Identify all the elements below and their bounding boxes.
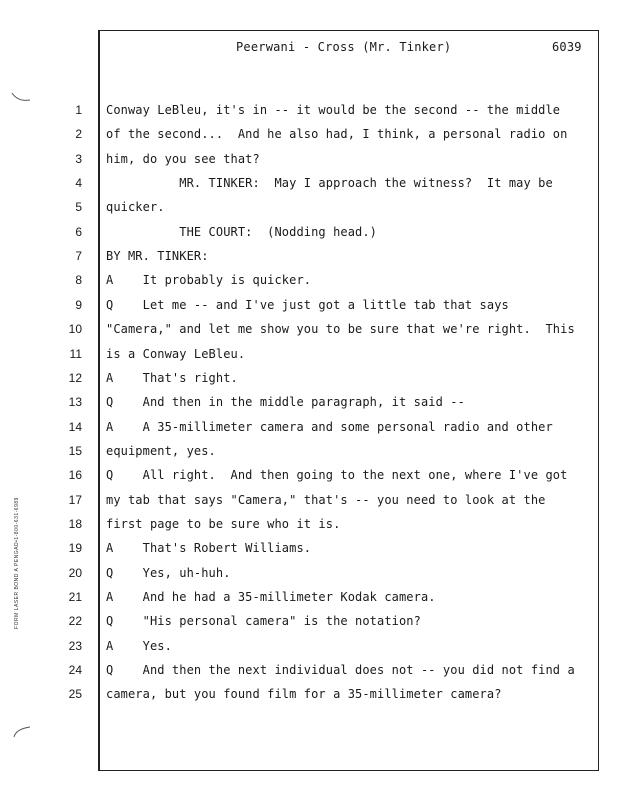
transcript-line: Q Let me -- and I've just got a little tab that says <box>106 298 509 312</box>
line-number: 25 <box>68 687 82 701</box>
line-number: 3 <box>75 152 82 166</box>
transcript-line: him, do you see that? <box>106 152 260 166</box>
line-number: 10 <box>68 322 82 336</box>
line-number: 14 <box>68 420 82 434</box>
left-margin-rule <box>98 30 100 771</box>
punch-mark-icon <box>10 90 32 104</box>
line-number: 22 <box>68 614 82 628</box>
line-number: 9 <box>75 298 82 312</box>
line-number: 20 <box>68 566 82 580</box>
transcript-line: equipment, yes. <box>106 444 216 458</box>
page-title: Peerwani - Cross (Mr. Tinker) <box>236 40 452 54</box>
transcript-line: first page to be sure who it is. <box>106 517 341 531</box>
line-number: 13 <box>68 395 82 409</box>
transcript-line: A And he had a 35-millimeter Kodak camera. <box>106 590 436 604</box>
transcript-line: Q And then the next individual does not -- you did not find a <box>106 663 575 677</box>
transcript-line: MR. TINKER: May I approach the witness? It may be <box>106 176 553 190</box>
transcript-line: of the second... And he also had, I think, a personal radio on <box>106 127 568 141</box>
line-number: 1 <box>75 103 82 117</box>
transcript-line: quicker. <box>106 200 165 214</box>
transcript-line: THE COURT: (Nodding head.) <box>106 225 378 239</box>
line-number: 18 <box>68 517 82 531</box>
transcript-line: Q "His personal camera" is the notation? <box>106 614 421 628</box>
transcript-line: BY MR. TINKER: <box>106 249 209 263</box>
transcript-line: Conway LeBleu, it's in -- it would be the second -- the middle <box>106 103 561 117</box>
form-vendor-note: FORM LASER BOND A PENGAD•1-800-631-6989 <box>14 497 20 629</box>
line-number: 7 <box>75 249 82 263</box>
transcript-line: "Camera," and let me show you to be sure that we're right. This <box>106 322 575 336</box>
transcript-line: camera, but you found film for a 35-millimeter camera? <box>106 687 502 701</box>
transcript-line: Q Yes, uh-huh. <box>106 566 231 580</box>
transcript-line: Q And then in the middle paragraph, it said -- <box>106 395 465 409</box>
line-number: 11 <box>69 347 82 361</box>
line-number: 24 <box>68 663 82 677</box>
transcript-line: A That's right. <box>106 371 238 385</box>
transcript-line: my tab that says "Camera," that's -- you need to look at the <box>106 493 546 507</box>
line-number: 16 <box>68 468 82 482</box>
transcript-line: A It probably is quicker. <box>106 273 312 287</box>
line-number: 17 <box>68 493 82 507</box>
transcript-line: is a Conway LeBleu. <box>106 347 246 361</box>
transcript-line: A A 35-millimeter camera and some personal radio and other <box>106 420 553 434</box>
line-number: 8 <box>75 273 82 287</box>
line-number: 2 <box>75 127 82 141</box>
line-number: 15 <box>68 444 82 458</box>
line-number: 23 <box>68 639 82 653</box>
line-number: 6 <box>75 225 82 239</box>
transcript-line: A That's Robert Williams. <box>106 541 312 555</box>
line-number: 19 <box>68 541 82 555</box>
page-number: 6039 <box>552 40 582 54</box>
line-number: 4 <box>75 176 82 190</box>
transcript-line: Q All right. And then going to the next one, where I've got <box>106 468 568 482</box>
line-number: 21 <box>68 590 82 604</box>
transcript-line: A Yes. <box>106 639 172 653</box>
punch-mark-icon <box>10 725 32 739</box>
line-number: 5 <box>75 200 82 214</box>
line-number: 12 <box>68 371 82 385</box>
